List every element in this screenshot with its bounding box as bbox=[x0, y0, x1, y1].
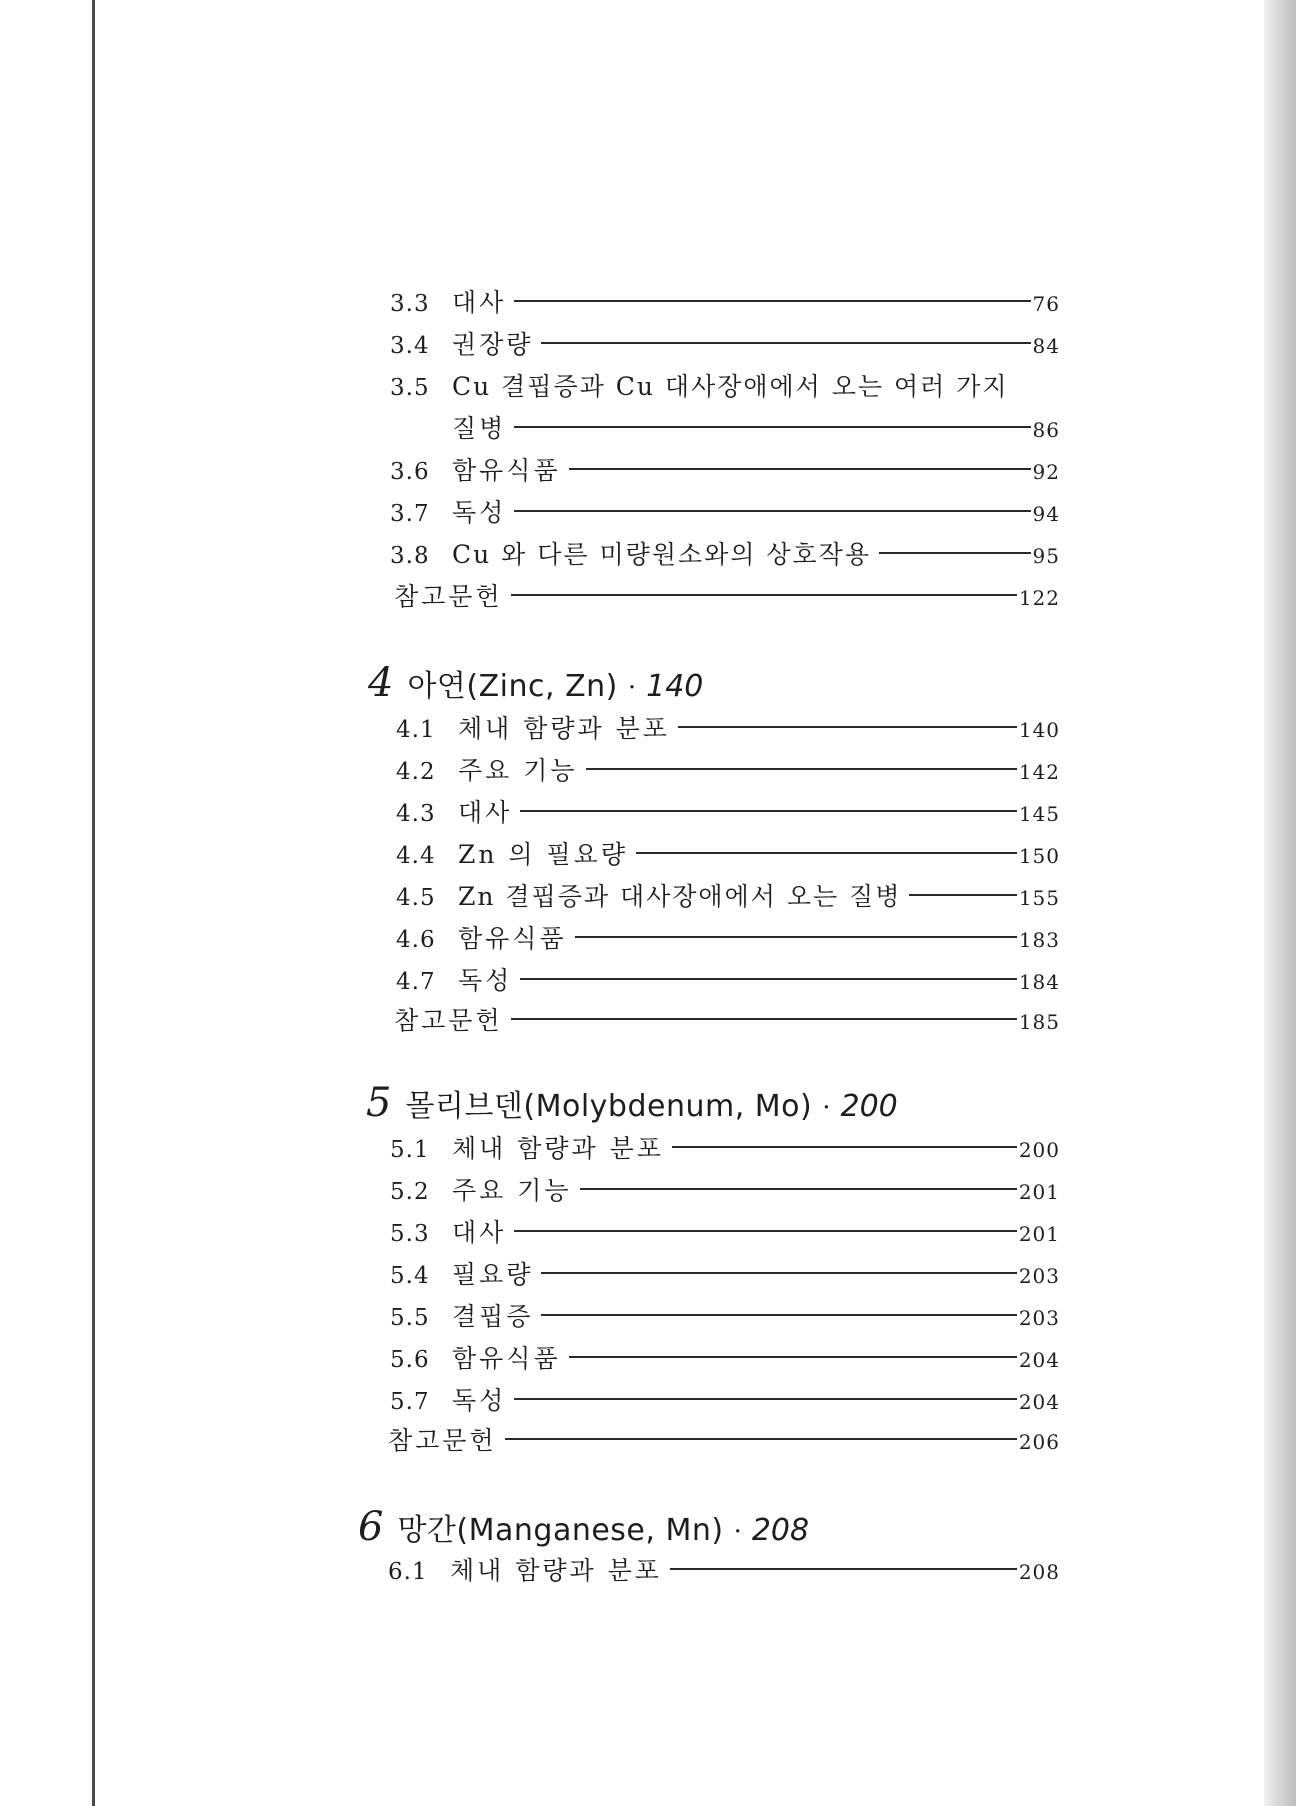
chapter-separator: · bbox=[822, 1093, 831, 1123]
toc-entry-3-6 bbox=[390, 456, 1060, 488]
toc-entry-page: 184 bbox=[1018, 970, 1060, 994]
toc-entry-number: 5.5 bbox=[390, 1305, 430, 1331]
toc-entry-number: 4.2 bbox=[396, 759, 436, 785]
toc-entry-number: 5.4 bbox=[390, 1263, 430, 1289]
toc-entry-5-4 bbox=[390, 1260, 1060, 1292]
toc-entry-page: 84 bbox=[1032, 334, 1060, 358]
dot-leader bbox=[514, 1230, 1017, 1232]
toc-entry-5-1 bbox=[390, 1134, 1060, 1166]
toc-entry-5-6 bbox=[390, 1344, 1060, 1376]
toc-entry-title: 체내 함량과 분포 bbox=[450, 1556, 662, 1585]
toc-entry-3-5-continued bbox=[452, 414, 1060, 446]
toc-entry-title: 함유식품 bbox=[452, 1344, 561, 1373]
toc-entry-references-4 bbox=[394, 1006, 1060, 1038]
toc-entry-title: Cu 와 다른 미량원소와의 상호작용 bbox=[452, 540, 871, 569]
chapter-heading-6 bbox=[358, 1504, 809, 1550]
dot-leader bbox=[520, 978, 1017, 980]
toc-entry-title: Zn 의 필요량 bbox=[458, 840, 628, 869]
toc-entry-4-3 bbox=[396, 798, 1060, 830]
toc-entry-number: 4.1 bbox=[396, 717, 436, 743]
chapter-title: 아연(Zinc, Zn) bbox=[407, 669, 618, 704]
toc-entry-title-continued: 질병 bbox=[452, 414, 507, 443]
toc-entry-title: 주요 기능 bbox=[452, 1176, 572, 1205]
toc-entry-4-6 bbox=[396, 924, 1060, 956]
toc-entry-title: 체내 함량과 분포 bbox=[458, 714, 670, 743]
toc-entry-number: 5.6 bbox=[390, 1347, 430, 1373]
toc-entry-number: 4.7 bbox=[396, 969, 436, 995]
toc-entry-page: 201 bbox=[1018, 1180, 1060, 1204]
dot-leader bbox=[672, 1146, 1017, 1148]
dot-leader bbox=[636, 852, 1017, 854]
toc-entry-number: 4.6 bbox=[396, 927, 436, 953]
toc-entry-number: 5.1 bbox=[390, 1137, 430, 1163]
toc-entry-title: 독성 bbox=[452, 498, 507, 527]
toc-entry-page: 183 bbox=[1018, 928, 1060, 952]
toc-entry-4-2 bbox=[396, 756, 1060, 788]
dot-leader bbox=[575, 936, 1017, 938]
toc-entry-number: 3.3 bbox=[390, 291, 430, 317]
toc-entry-number: 4.3 bbox=[396, 801, 436, 827]
toc-entry-page: 204 bbox=[1018, 1348, 1060, 1372]
toc-entry-page: 203 bbox=[1018, 1264, 1060, 1288]
dot-leader bbox=[541, 1272, 1016, 1274]
chapter-number: 6 bbox=[358, 1504, 384, 1550]
dot-leader bbox=[586, 768, 1017, 770]
toc-entry-title: 참고문헌 bbox=[388, 1426, 497, 1455]
chapter-number: 5 bbox=[366, 1080, 392, 1126]
toc-entry-number: 4.5 bbox=[396, 885, 436, 911]
toc-entry-4-7 bbox=[396, 966, 1060, 998]
toc-entry-page: 203 bbox=[1018, 1306, 1060, 1330]
toc-entry-references-3 bbox=[394, 582, 1060, 614]
chapter-separator: · bbox=[627, 673, 637, 703]
dot-leader bbox=[879, 552, 1031, 554]
dot-leader bbox=[514, 1398, 1017, 1400]
dot-leader bbox=[541, 1314, 1016, 1316]
toc-entry-title: 주요 기능 bbox=[458, 756, 578, 785]
toc-entry-number: 3.4 bbox=[390, 333, 430, 359]
toc-entry-page: 208 bbox=[1018, 1560, 1060, 1584]
toc-entry-page: 76 bbox=[1032, 292, 1060, 316]
toc-entry-3-5 bbox=[390, 372, 1060, 404]
toc-entry-title: 함유식품 bbox=[458, 924, 567, 953]
chapter-page: 208 bbox=[751, 1513, 810, 1548]
chapter-heading-5 bbox=[366, 1080, 898, 1126]
toc-entry-page: 140 bbox=[1018, 718, 1060, 742]
toc-entry-3-8 bbox=[390, 540, 1060, 572]
chapter-title: 몰리브덴(Molybdenum, Mo) bbox=[405, 1089, 813, 1124]
toc-entry-page: 155 bbox=[1018, 886, 1060, 910]
toc-entry-title: 대사 bbox=[452, 288, 507, 317]
toc-entry-3-4 bbox=[390, 330, 1060, 362]
toc-entry-title: 결핍증 bbox=[452, 1302, 534, 1331]
toc-entry-page: 92 bbox=[1032, 460, 1060, 484]
toc-entry-4-4 bbox=[396, 840, 1060, 872]
toc-entry-5-2 bbox=[390, 1176, 1060, 1208]
toc-entry-page: 95 bbox=[1032, 544, 1060, 568]
toc-entry-page: 201 bbox=[1018, 1222, 1060, 1246]
toc-entry-6-1 bbox=[388, 1556, 1060, 1588]
chapter-separator: · bbox=[733, 1517, 742, 1547]
toc-entry-3-7 bbox=[390, 498, 1060, 530]
toc-entry-number: 5.2 bbox=[390, 1179, 430, 1205]
toc-entry-number: 4.4 bbox=[396, 843, 436, 869]
toc-entry-number: 5.7 bbox=[390, 1389, 430, 1415]
toc-entry-title: 함유식품 bbox=[452, 456, 561, 485]
toc-entry-4-5 bbox=[396, 882, 1060, 914]
toc-entry-page: 94 bbox=[1032, 502, 1060, 526]
toc-entry-title: Cu 결핍증과 Cu 대사장애에서 오는 여러 가지 bbox=[452, 372, 1009, 401]
toc-entry-title: Zn 결핍증과 대사장애에서 오는 질병 bbox=[458, 882, 902, 911]
toc-entry-page: 145 bbox=[1018, 802, 1060, 826]
toc-entry-page: 150 bbox=[1018, 844, 1060, 868]
toc-entry-number: 3.8 bbox=[390, 543, 430, 569]
toc-entry-5-3 bbox=[390, 1218, 1060, 1250]
toc-entry-title: 참고문헌 bbox=[394, 582, 503, 611]
dot-leader bbox=[514, 300, 1030, 302]
toc-entry-title: 대사 bbox=[458, 798, 513, 827]
toc-entry-5-5 bbox=[390, 1302, 1060, 1334]
dot-leader bbox=[678, 726, 1017, 728]
dot-leader bbox=[520, 810, 1017, 812]
toc-entry-page: 142 bbox=[1018, 760, 1060, 784]
dot-leader bbox=[569, 468, 1031, 470]
chapter-number: 4 bbox=[368, 660, 394, 706]
dot-leader bbox=[909, 894, 1016, 896]
dot-leader bbox=[505, 1438, 1017, 1440]
chapter-heading-4 bbox=[368, 660, 703, 706]
dot-leader bbox=[569, 1356, 1017, 1358]
toc-entry-number: 5.3 bbox=[390, 1221, 430, 1247]
toc-entry-references-5 bbox=[388, 1426, 1060, 1458]
dot-leader bbox=[580, 1188, 1017, 1190]
toc-entry-title: 체내 함량과 분포 bbox=[452, 1134, 664, 1163]
toc-entry-5-7 bbox=[390, 1386, 1060, 1418]
toc-entry-number: 3.7 bbox=[390, 501, 430, 527]
dot-leader bbox=[511, 594, 1017, 596]
toc-entry-4-1 bbox=[396, 714, 1060, 746]
toc-entry-number: 3.5 bbox=[390, 375, 430, 401]
dot-leader bbox=[670, 1568, 1017, 1570]
toc-entry-number: 3.6 bbox=[390, 459, 430, 485]
toc-entry-title: 독성 bbox=[452, 1386, 507, 1415]
toc-entry-page: 200 bbox=[1018, 1138, 1060, 1162]
toc-entry-number: 6.1 bbox=[388, 1559, 428, 1585]
chapter-page: 200 bbox=[840, 1089, 898, 1124]
chapter-page: 140 bbox=[646, 669, 704, 704]
toc-entry-page: 122 bbox=[1018, 586, 1060, 610]
toc-entry-title: 필요량 bbox=[452, 1260, 534, 1289]
toc-entry-page: 206 bbox=[1018, 1430, 1060, 1454]
dot-leader bbox=[514, 426, 1030, 428]
chapter-title: 망간(Manganese, Mn) bbox=[397, 1513, 724, 1548]
toc-entry-title: 대사 bbox=[452, 1218, 507, 1247]
toc-entry-page: 204 bbox=[1018, 1390, 1060, 1414]
toc-entry-title: 권장량 bbox=[452, 330, 534, 359]
toc-entry-page: 86 bbox=[1032, 418, 1060, 442]
toc-entry-title: 참고문헌 bbox=[394, 1006, 503, 1035]
dot-leader bbox=[541, 342, 1030, 344]
toc-entry-3-3 bbox=[390, 288, 1060, 320]
dot-leader bbox=[514, 510, 1030, 512]
toc-entry-title: 독성 bbox=[458, 966, 513, 995]
dot-leader bbox=[511, 1018, 1017, 1020]
toc-entry-page: 185 bbox=[1018, 1010, 1060, 1034]
